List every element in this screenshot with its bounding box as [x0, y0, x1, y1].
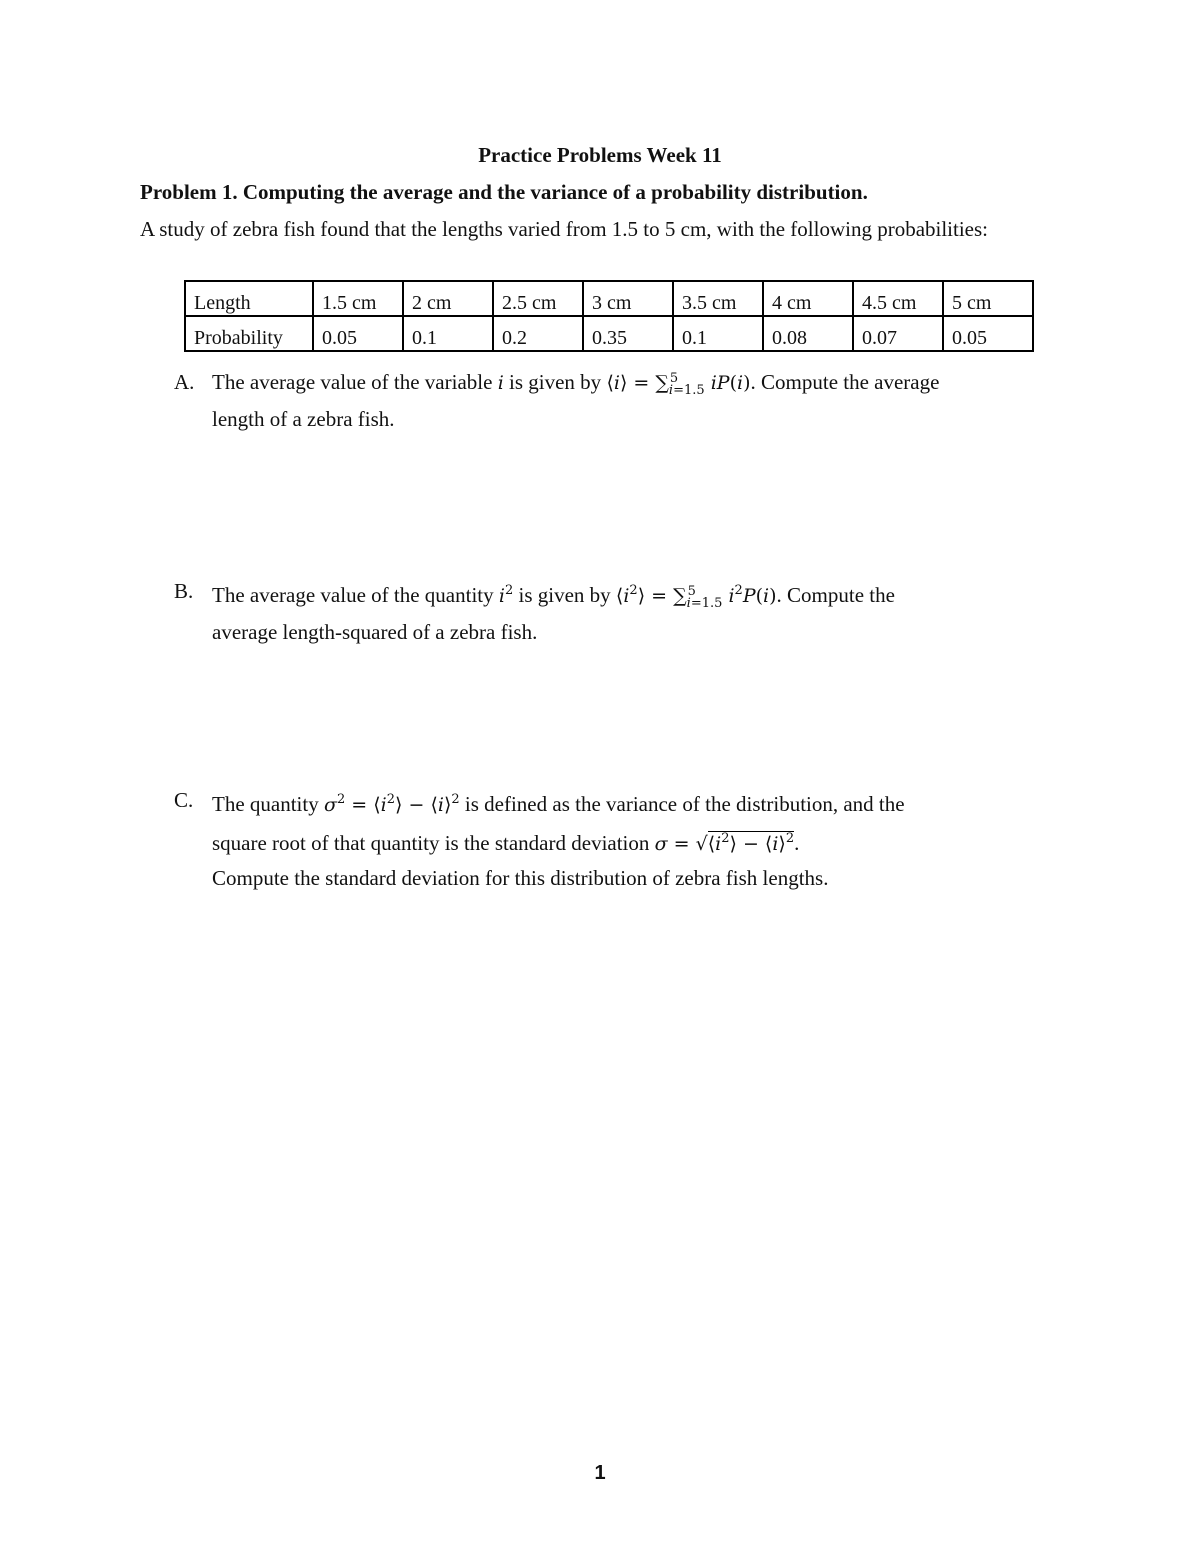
probability-table [184, 280, 1034, 352]
page-title: Practice Problems Week 11 [478, 143, 722, 167]
item-a-text-after: . Compute the average [750, 370, 940, 394]
problem-heading: Problem 1. Computing the average and the variance of a probability distribution. [140, 180, 868, 204]
item-b-text-after: . Compute the [776, 583, 895, 607]
table-cell: 5 cm [943, 281, 1033, 316]
item-a-label: A. [174, 370, 195, 394]
table-cell: 0.08 [763, 316, 853, 351]
page-number: 1 [594, 1462, 606, 1484]
item-b-text-before: The average value of the quantity [212, 583, 499, 607]
item-c-line3: Compute the standard deviation for this distribution of zebra fish lengths. [212, 866, 829, 890]
item-c-line2-before: square root of that quantity is the standard deviation [212, 831, 655, 855]
item-b-line2: average length-squared of a zebra fish. [212, 620, 538, 644]
item-a-text-mid: is given by [503, 370, 607, 394]
item-c-label: C. [174, 788, 194, 812]
intro-paragraph: A study of zebra fish found that the lengths varied from 1.5 to 5 cm, with the following probabilities: [140, 217, 989, 241]
item-a-text-before: The average value of the variable [212, 370, 498, 394]
table-cell: 0.07 [853, 316, 943, 351]
formula-standard-deviation: $\sigma = √⟨i^2⟩$ − ⟨i⟩$^2$ [654, 831, 795, 855]
item-b-text-mid: is given by [513, 583, 616, 607]
table-cell: 0.05 [313, 316, 403, 351]
table-row [185, 281, 1033, 316]
formula-variance: $\sigma^2$ = $⟨i^2⟩$ − ⟨i⟩$^2$ [323, 792, 460, 816]
item-b-label: B. [174, 579, 194, 603]
item-a-text [212, 368, 1062, 433]
table-cell: 0.35 [583, 316, 673, 351]
formula-average-i: ⟨i⟩ = ∑ 5 $_{i=1.5}$ iP(i) [606, 371, 751, 398]
table-cell: 0.2 [493, 316, 583, 351]
table-cell: 3 cm [583, 281, 673, 316]
table-cell: 2 cm [403, 281, 493, 316]
table-cell: 2.5 cm [493, 281, 583, 316]
item-c-text [212, 783, 1062, 895]
table-cell: 1.5 cm [313, 281, 403, 316]
table-cell: 4.5 cm [853, 281, 943, 316]
math-variable-i: i [497, 372, 504, 394]
math-i-squared: $i^2$ [498, 583, 514, 607]
item-c-line2-after: . [794, 831, 800, 855]
item-c-text-mid: is defined as the variance of the distribution, and the [459, 792, 905, 816]
table-cell: 4 cm [763, 281, 853, 316]
item-c-text-before: The quantity [212, 792, 324, 816]
table-row-header: Length [185, 281, 313, 316]
table-cell: 0.1 [673, 316, 763, 351]
item-b-text [212, 577, 1062, 646]
table-row-header: Probability [185, 316, 313, 351]
table-row [185, 316, 1033, 351]
item-a-line2: length of a zebra fish. [212, 407, 395, 431]
table-cell: 0.05 [943, 316, 1033, 351]
table-cell: 0.1 [403, 316, 493, 351]
table-cell: 3.5 cm [673, 281, 763, 316]
formula-average-i-squared: $⟨i^2⟩$ = ∑ 5 $_{i=1.5}$ $i^2P(i)$ [615, 583, 777, 611]
